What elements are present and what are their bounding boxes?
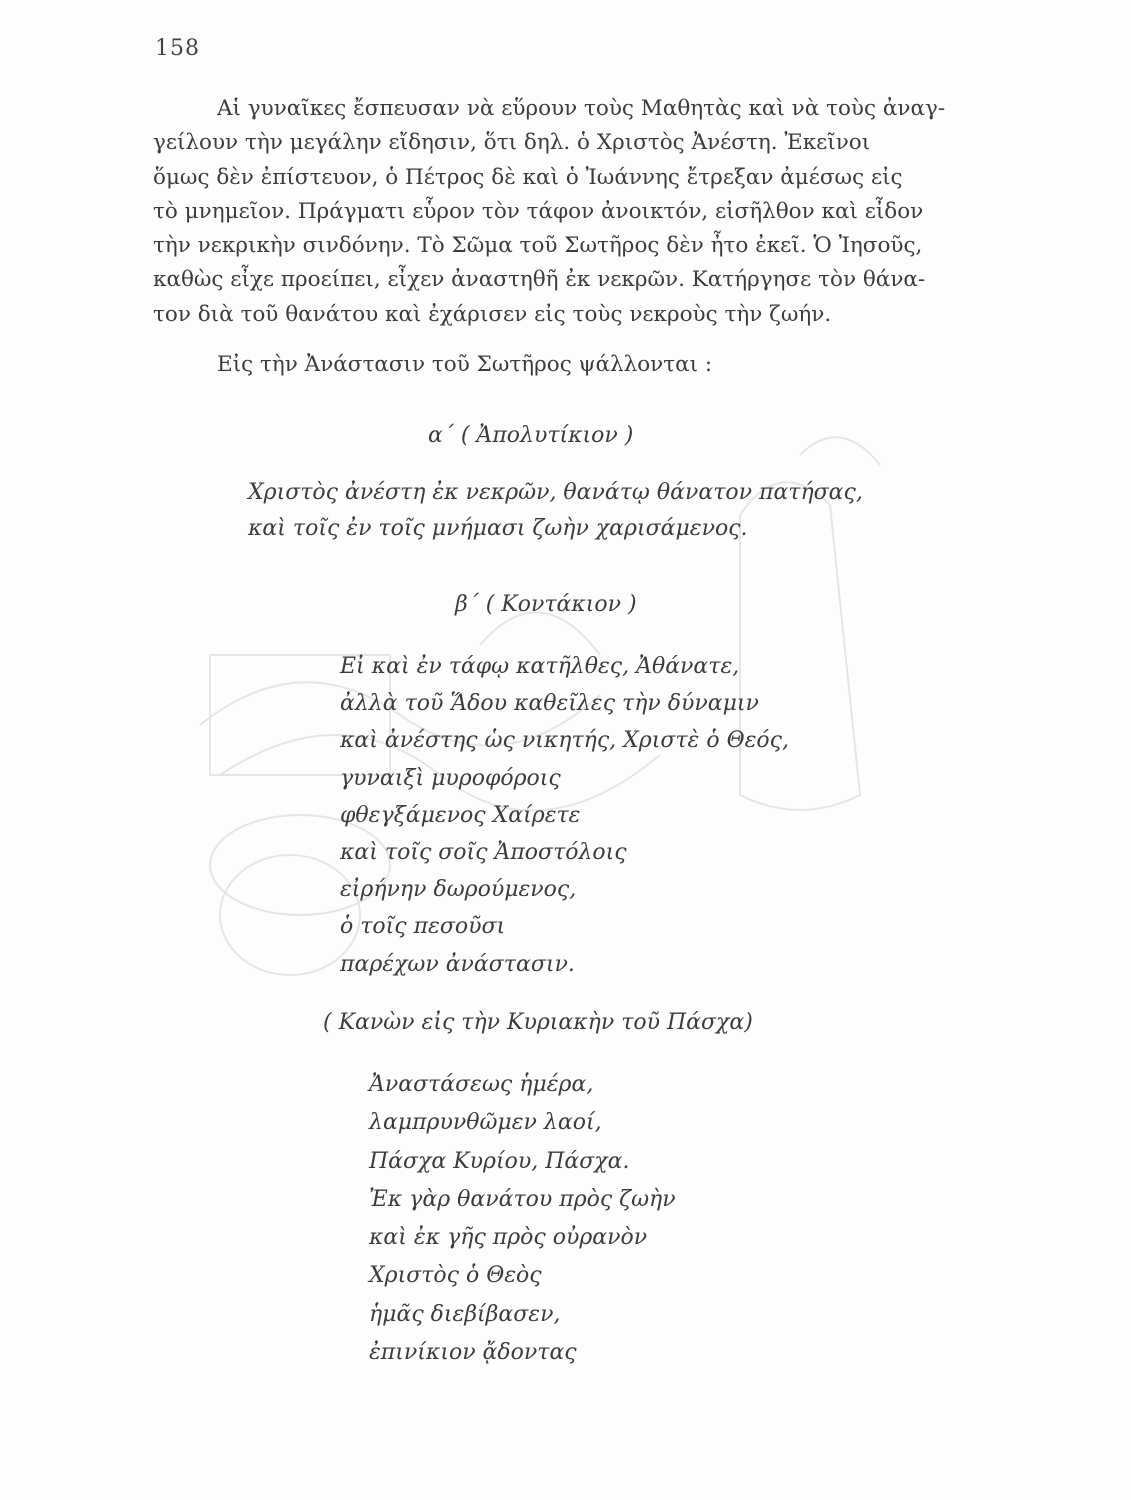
verse-line: καὶ τοῖς ἐν τοῖς μνήμασι ζωὴν χαρισάμενος. xyxy=(248,516,748,541)
hymn-verse-kontakion xyxy=(340,648,789,983)
verse-line: λαμπρυνθῶμεν λαοί, xyxy=(369,1110,602,1136)
verse-line: Χριστὸς ὁ Θεὸς xyxy=(369,1263,542,1289)
hymn-title-kontakion: β΄ ( Κοντάκιον ) xyxy=(455,592,637,617)
verse-line: Ἀναστάσεως ἡμέρα, xyxy=(369,1072,594,1097)
verse-line: Εἰ καὶ ἐν τάφῳ κατῆλθες, Ἀθάνατε, xyxy=(340,654,740,679)
hymn-title-kanon: ( Κανὼν εἰς τὴν Κυριακὴν τοῦ Πάσχα) xyxy=(323,1010,753,1035)
hymn-title-apolytikion: α΄ ( Ἀπολυτίκιον ) xyxy=(428,423,634,448)
verse-line: Ἐκ γὰρ θανάτου πρὸς ζωὴν xyxy=(369,1186,676,1212)
verse-line: παρέχων ἀνάστασιν. xyxy=(340,951,575,977)
page-number: 158 xyxy=(155,36,200,61)
verse-line: ἡμᾶς διεβίβασεν, xyxy=(369,1301,561,1327)
paragraph-line: τὴν νεκρικὴν σινδόνην. Τὸ Σῶμα τοῦ Σωτῆρος δὲν ἦτο ἐκεῖ. Ὁ Ἰησοῦς, xyxy=(153,233,923,259)
paragraph-line: γείλουν τὴν μεγάλην εἴδησιν, ὅτι δηλ. ὁ Χριστὸς Ἀνέστη. Ἐκεῖνοι xyxy=(153,130,871,156)
verse-line: Πάσχα Κυρίου, Πάσχα. xyxy=(369,1148,630,1174)
body-paragraph xyxy=(153,92,1008,332)
verse-line: ἐπινίκιον ᾄδοντας xyxy=(369,1340,577,1366)
paragraph-line: ὅμως δὲν ἐπίστευον, ὁ Πέτρος δὲ καὶ ὁ Ἰωάννης ἔτρεξαν ἀμέσως εἰς xyxy=(153,164,903,190)
paragraph-line: καθὼς εἶχε προείπει, εἶχεν ἀναστηθῆ ἐκ νεκρῶν. Κατήργησε τὸν θάνα- xyxy=(153,267,926,293)
verse-line: καὶ ἐκ γῆς πρὸς οὐρανὸν xyxy=(369,1225,648,1251)
paragraph-line: τον διὰ τοῦ θανάτου καὶ ἐχάρισεν εἰς τοὺς νεκροὺς τὴν ζωήν. xyxy=(153,301,832,327)
verse-line: καὶ ἀνέστης ὡς νικητής, Χριστὲ ὁ Θεός, xyxy=(340,728,789,754)
verse-line: καὶ τοῖς σοῖς Ἀποστόλοις xyxy=(340,840,627,866)
verse-line: ὁ τοῖς πεσοῦσι xyxy=(340,914,506,940)
verse-line: φθεγξάμενος Χαίρετε xyxy=(340,802,581,828)
verse-line: εἰρήνην δωρούμενος, xyxy=(340,877,577,903)
verse-line: γυναιξὶ μυροφόροις xyxy=(340,765,561,791)
hymns-intro: Εἰς τὴν Ἀνάστασιν τοῦ Σωτῆρος ψάλλονται : xyxy=(217,352,713,377)
verse-line: Χριστὸς ἀνέστη ἐκ νεκρῶν, θανάτῳ θάνατον πατήσας, xyxy=(248,480,863,505)
hymn-verse-kanon xyxy=(369,1066,676,1372)
verse-line: ἀλλὰ τοῦ Ἅδου καθεῖλες τὴν δύναμιν xyxy=(340,691,759,717)
hymn-verse-apolytikion xyxy=(248,475,863,547)
paragraph-line: τὸ μνημεῖον. Πράγματι εὗρον τὸν τάφον ἀνοικτόν, εἰσῆλθον καὶ εἶδον xyxy=(153,198,924,224)
paragraph-line: Αἱ γυναῖκες ἔσπευσαν νὰ εὕρουν τοὺς Μαθητὰς καὶ νὰ τοὺς ἀναγ- xyxy=(217,96,946,121)
